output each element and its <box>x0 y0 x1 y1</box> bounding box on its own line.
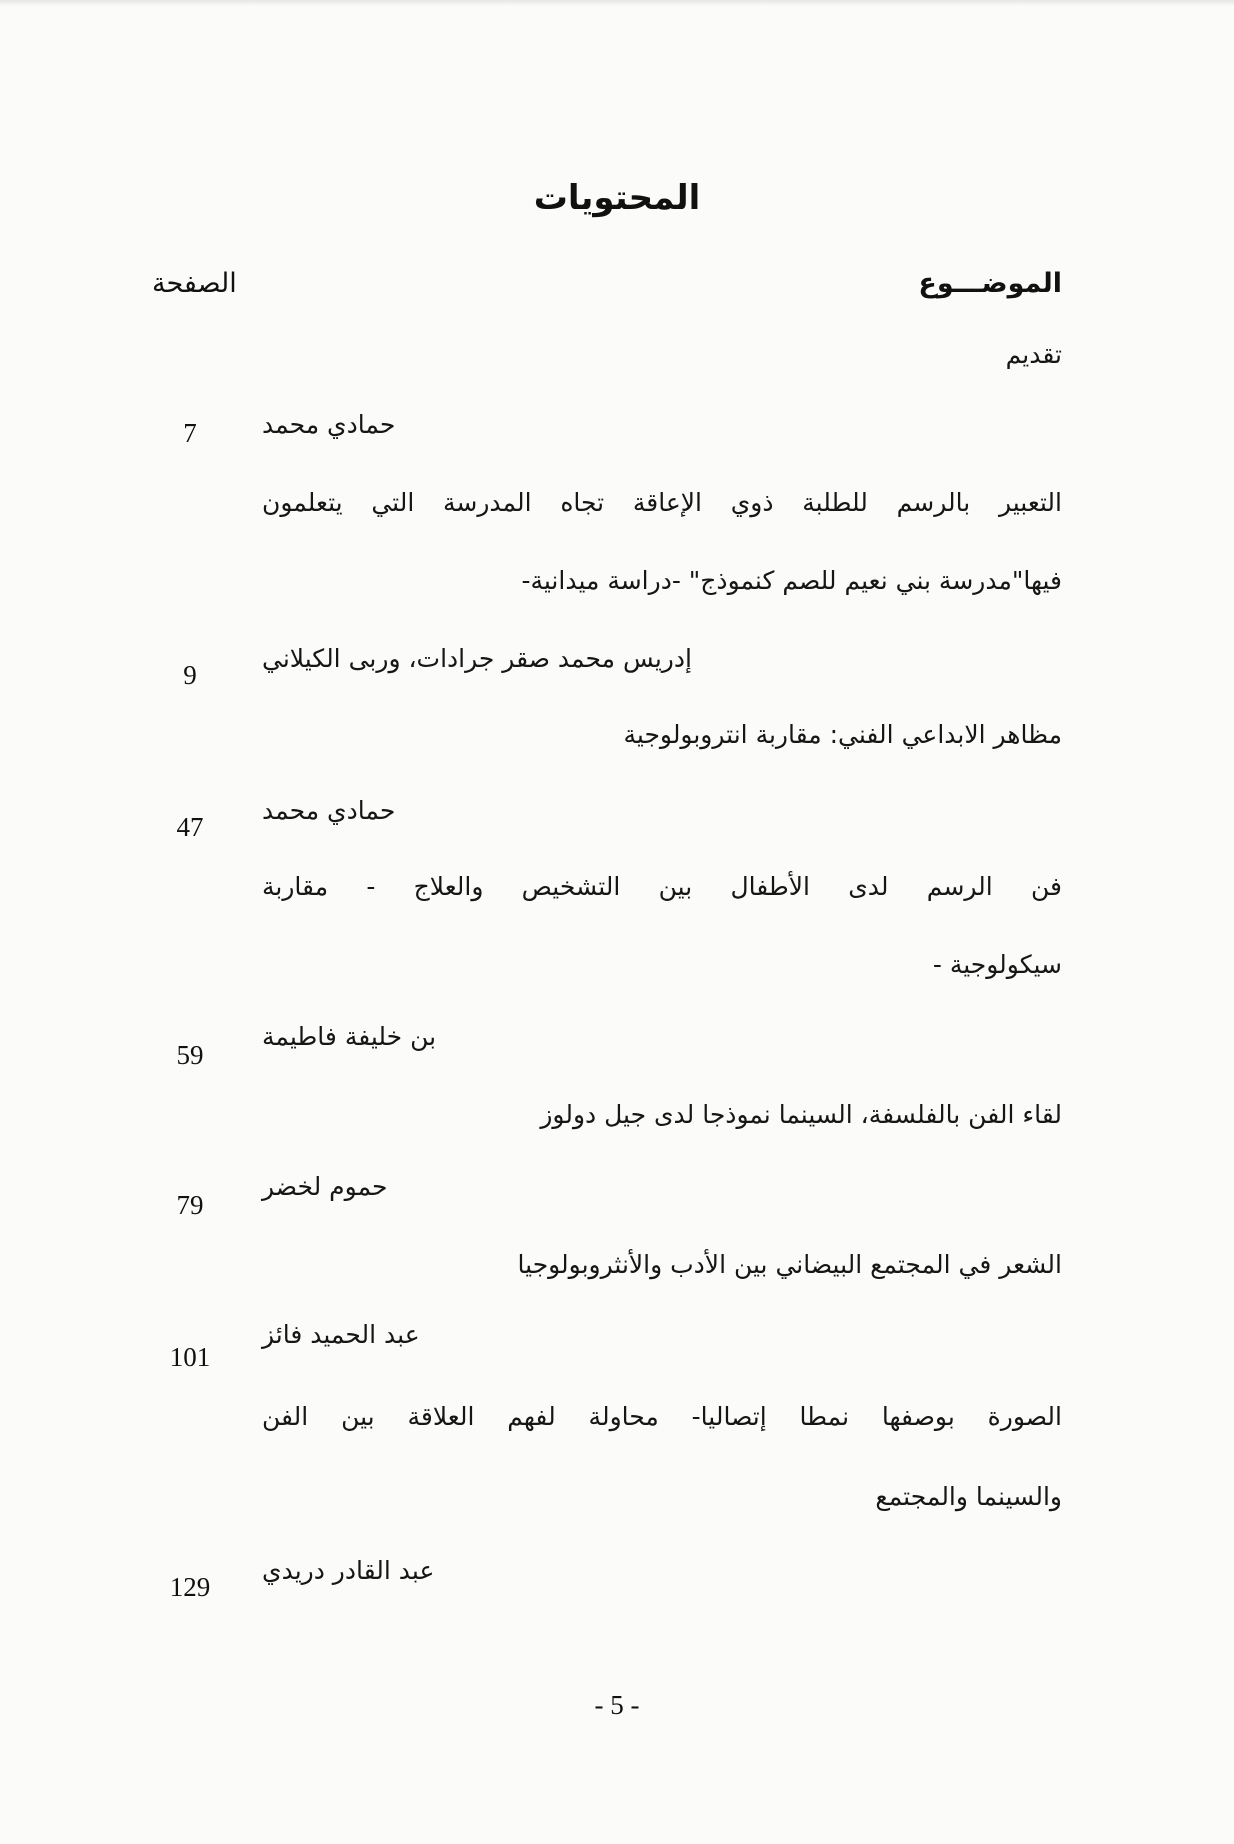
toc-page-number: 101 <box>169 1342 211 1372</box>
toc-title-line: الصورة بوصفها نمطا إتصاليا- محاولة لفهم العلاقة بين الفن <box>262 1402 1062 1431</box>
intro-heading: تقديم <box>1005 340 1062 369</box>
toc-author: إدريس محمد صقر جرادات، وربى الكيلاني <box>262 644 692 673</box>
toc-page-number: 129 <box>169 1572 211 1602</box>
toc-author: حموم لخضر <box>262 1172 388 1201</box>
page-column-header: الصفحة <box>152 268 237 299</box>
toc-author: عبد القادر دريدي <box>262 1556 435 1585</box>
toc-title-line: لقاء الفن بالفلسفة، السينما نموذجا لدى جيل دولوز <box>540 1100 1062 1129</box>
toc-title-line: الشعر في المجتمع البيضاني بين الأدب والأنثروبولوجيا <box>517 1250 1062 1279</box>
toc-title-line: فن الرسم لدى الأطفال بين التشخيص والعلاج - مقاربة <box>262 872 1062 901</box>
toc-author: عبد الحميد فائز <box>262 1320 420 1349</box>
toc-page-number: 47 <box>176 812 204 842</box>
toc-page-number: 59 <box>176 1040 204 1070</box>
page-title: المحتويات <box>533 178 701 218</box>
toc-page-number: 9 <box>183 660 197 690</box>
toc-title-line: التعبير بالرسم للطلبة ذوي الإعاقة تجاه المدرسة التي يتعلمون <box>262 488 1062 517</box>
toc-author: حمادي محمد <box>262 410 396 439</box>
toc-page-number: 7 <box>183 418 197 448</box>
toc-title-line: سيكولوجية - <box>932 950 1062 979</box>
toc-title-line: فيها"مدرسة بني نعيم للصم كنموذج" -دراسة ميدانية- <box>521 566 1062 595</box>
page-footer-number: - 5 - <box>594 1690 640 1720</box>
toc-author: حمادي محمد <box>262 796 396 825</box>
topic-column-header: الموضـــوع <box>918 268 1062 299</box>
toc-title-line: والسينما والمجتمع <box>875 1482 1062 1511</box>
toc-page-number: 79 <box>176 1190 204 1220</box>
toc-title-line: مظاهر الابداعي الفني: مقاربة انتروبولوجية <box>623 720 1062 749</box>
toc-author: بن خليفة فاطيمة <box>262 1022 437 1051</box>
